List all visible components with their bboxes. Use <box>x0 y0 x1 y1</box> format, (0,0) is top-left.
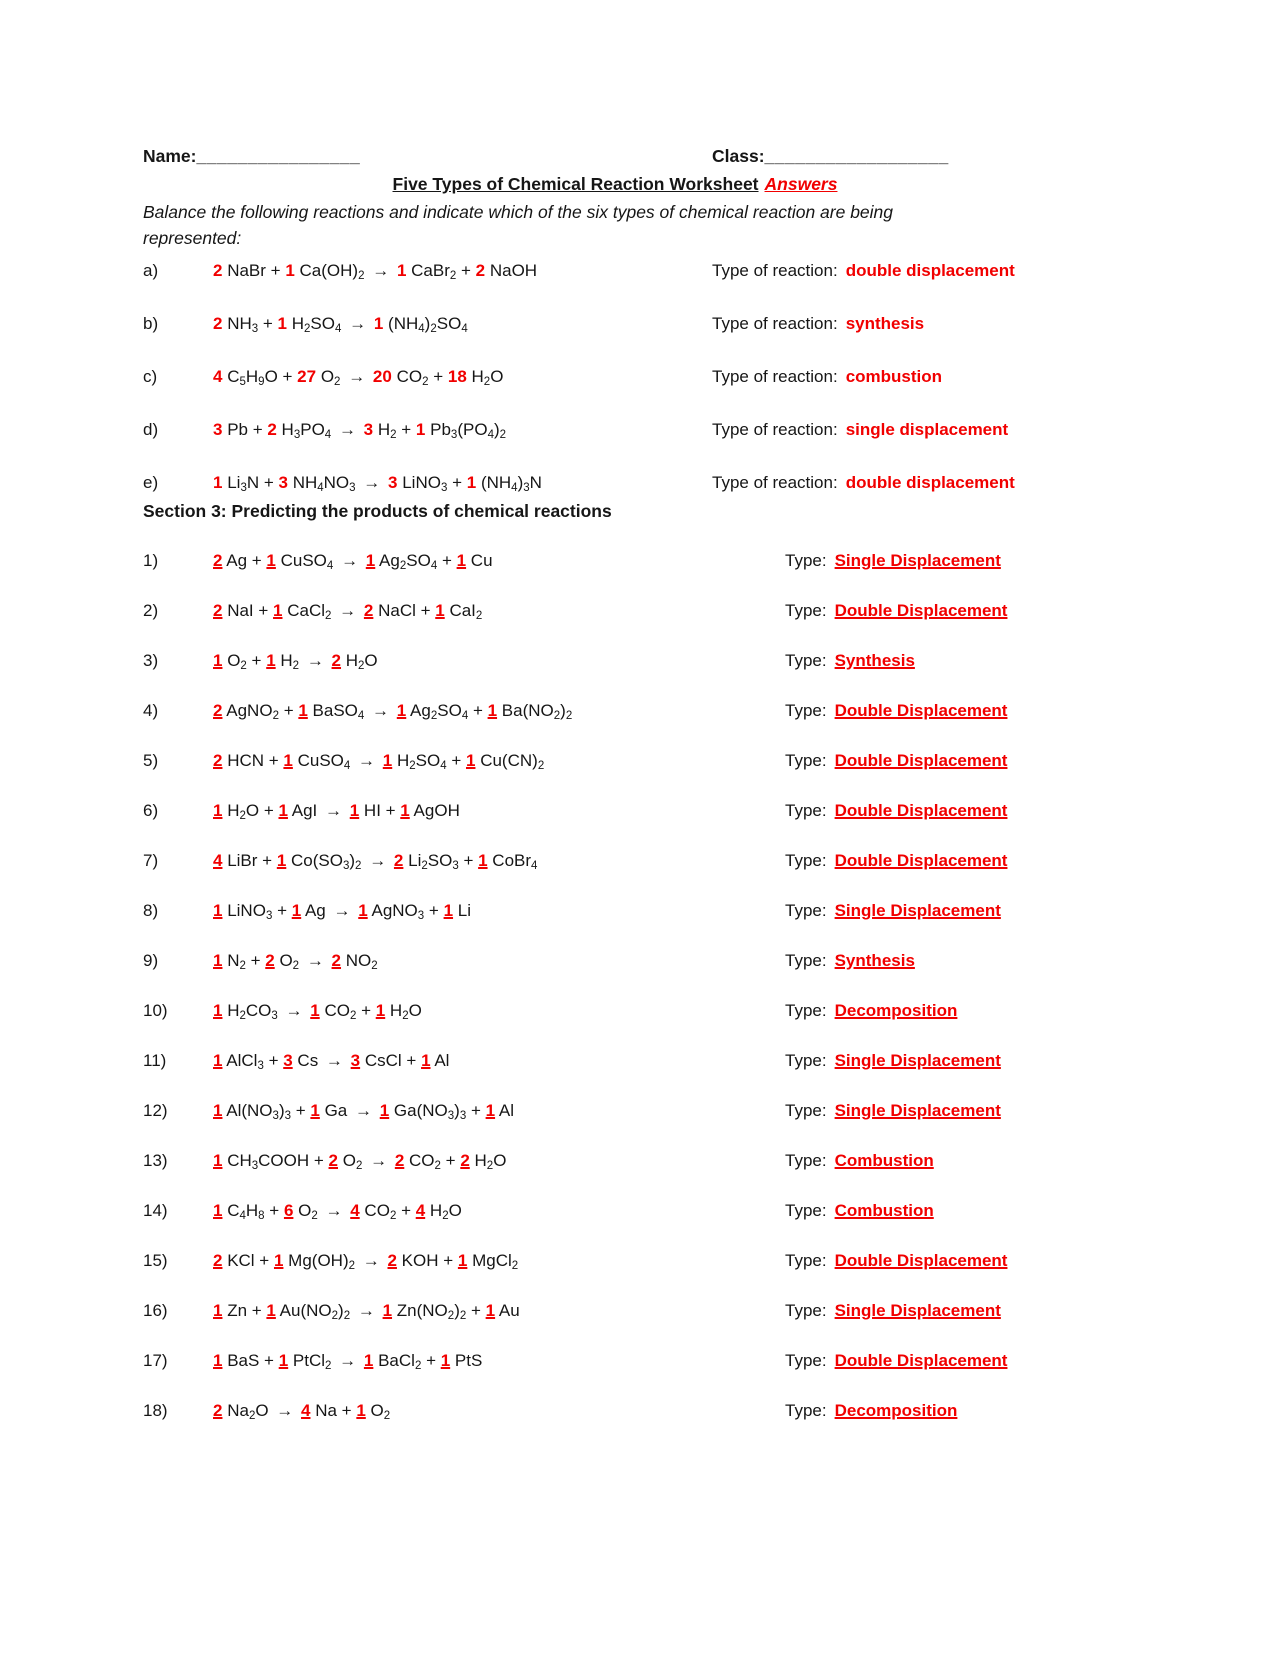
type-cell <box>712 366 1103 387</box>
type-label: Type of reaction: <box>712 314 838 333</box>
reaction-equation: 1 $O_2 + 1$ $H_2 \to 2$ $H_2O$ <box>213 651 378 672</box>
reaction-type-answer: Double Displacement <box>834 1251 1008 1270</box>
reaction-type-answer: Single Displacement <box>834 1051 1001 1070</box>
coefficient: 1 <box>213 1301 223 1320</box>
coefficient: 2 <box>213 1251 223 1270</box>
reaction-equation: 2 $Na_2O \to 4$ Na + 1 $O_2$ <box>213 1401 391 1422</box>
coefficient: 1 <box>435 601 445 620</box>
coefficient: 1 <box>213 1051 223 1070</box>
coefficient: 1 <box>278 801 288 820</box>
coefficient: 1 <box>266 1301 276 1320</box>
type-cell <box>785 1150 1103 1171</box>
reaction-row <box>143 600 1103 621</box>
reaction-equation: 1 BaS + 1 PtCl$_2$ → 1 BaCl$_2$ + 1 PtS <box>213 1351 483 1372</box>
class-label: Class: <box>712 146 765 166</box>
arrow-icon: → <box>276 1401 294 1420</box>
coefficient: 2 <box>267 420 277 439</box>
coefficient: 3 <box>350 1051 361 1070</box>
section1-reaction-list <box>143 260 1103 493</box>
reaction-row <box>143 750 1103 771</box>
item-id: b) <box>143 314 159 333</box>
reaction-equation: 2 AgNO$_2$ + 1 BaSO$_4$ → 1 $Ag_2SO_4 + 1$ $Ba(NO_2)_2$ <box>213 701 573 722</box>
reaction-row <box>143 650 1103 671</box>
coefficient: 1 <box>266 651 276 670</box>
item-id: 7) <box>143 851 159 870</box>
coefficient: 2 <box>213 551 223 570</box>
arrow-icon: → <box>338 420 356 439</box>
type-cell <box>785 1100 1103 1121</box>
type-cell <box>785 550 1103 571</box>
instructions <box>143 199 1103 251</box>
item-id: 17) <box>143 1351 168 1370</box>
reaction-type-answer: Single Displacement <box>834 551 1001 570</box>
arrow-icon: → <box>358 751 376 770</box>
arrow-icon: → <box>325 1201 343 1220</box>
reaction-equation: 1 AlCl$_3$ + 3 Cs → 3 CsCl + 1 Al <box>213 1051 450 1072</box>
arrow-icon: → <box>372 701 390 720</box>
coefficient: 1 <box>365 551 376 570</box>
reaction-type-answer: Synthesis <box>834 651 915 670</box>
coefficient: 2 <box>213 1401 223 1420</box>
coefficient: 2 <box>213 751 223 770</box>
arrow-icon: → <box>333 901 351 920</box>
type-label: Type: <box>785 1401 827 1420</box>
coefficient: 1 <box>283 751 293 770</box>
type-cell <box>785 700 1103 721</box>
reaction-type-answer: Double Displacement <box>834 601 1008 620</box>
coefficient: 1 <box>396 701 407 720</box>
arrow-icon: → <box>372 261 390 280</box>
type-cell <box>785 1000 1103 1021</box>
arrow-icon: → <box>369 851 387 870</box>
reaction-equation: 1 $Al(NO_3)_3 + 1$ Ga → 1 $Ga(NO_3)_3 + 1$ Al <box>213 1101 514 1122</box>
title-text: Five Types of Chemical Reaction Worksheet <box>392 174 759 194</box>
coefficient: 1 <box>379 1101 390 1120</box>
reaction-row <box>143 1050 1103 1071</box>
arrow-icon: → <box>349 314 367 333</box>
coefficient: 3 <box>283 1051 293 1070</box>
item-id: 14) <box>143 1201 168 1220</box>
type-label: Type: <box>785 1151 827 1170</box>
coefficient: 3 <box>278 473 288 492</box>
item-id: 9) <box>143 951 159 970</box>
type-cell <box>785 1400 1103 1421</box>
coefficient: 1 <box>213 1201 223 1220</box>
type-cell <box>785 1300 1103 1321</box>
coefficient: 1 <box>356 1401 366 1420</box>
reaction-row <box>143 260 1103 281</box>
reaction-row <box>143 1100 1103 1121</box>
coefficient: 2 <box>213 314 223 333</box>
item-id: 4) <box>143 701 159 720</box>
item-id: 11) <box>143 1051 167 1070</box>
coefficient: 1 <box>440 1351 451 1370</box>
reaction-type-answer: Single Displacement <box>834 1301 1001 1320</box>
reaction-row <box>143 900 1103 921</box>
page-title <box>143 174 1087 195</box>
reaction-type-answer: Double Displacement <box>834 701 1008 720</box>
type-label: Type: <box>785 1001 827 1020</box>
coefficient: 1 <box>466 473 477 492</box>
instructions-line1: Balance the following reactions and indicate which of the six types of chemical reaction are being <box>143 202 894 222</box>
coefficient: 1 <box>310 1001 320 1020</box>
item-id: 1) <box>143 551 159 570</box>
type-label: Type: <box>785 551 827 570</box>
reaction-type-answer: Decomposition <box>834 1001 958 1020</box>
reaction-row <box>143 472 1103 493</box>
type-cell <box>785 650 1103 671</box>
type-cell <box>712 472 1103 493</box>
type-label: Type: <box>785 951 827 970</box>
coefficient: 2 <box>393 851 404 870</box>
reaction-equation: 3 Pb + 2 $H_3PO_4 \to 3$ $H_2 + 1$ $Pb_3(PO_4)_2$ <box>213 420 507 441</box>
arrow-icon: → <box>357 1301 375 1320</box>
type-label: Type of reaction: <box>712 473 838 492</box>
coefficient: 1 <box>213 1151 223 1170</box>
type-cell <box>712 260 1103 281</box>
name-field <box>143 146 712 167</box>
coefficient: 1 <box>396 261 407 280</box>
reaction-equation: 1 LiNO$_3$ + 1 Ag → 1 AgNO$_3$ + 1 Li <box>213 901 472 922</box>
arrow-icon: → <box>306 951 324 970</box>
name-blank-line: ________________ <box>196 146 361 166</box>
section3-heading: Section 3: Predicting the products of chemical reactions <box>143 501 612 521</box>
arrow-icon: → <box>370 1151 388 1170</box>
arrow-icon: → <box>354 1101 372 1120</box>
coefficient: 2 <box>394 1151 405 1170</box>
reaction-row <box>143 1200 1103 1221</box>
reaction-row <box>143 1150 1103 1171</box>
reaction-equation: 2 KCl + 1 $Mg(OH)_2 \to 2$ KOH + 1 MgCl$_2$ <box>213 1251 519 1272</box>
coefficient: 2 <box>213 701 223 720</box>
coefficient: 1 <box>266 551 276 570</box>
item-id: 12) <box>143 1101 168 1120</box>
reaction-type-answer: double displacement <box>845 473 1015 492</box>
item-id: 5) <box>143 751 159 770</box>
item-id: 16) <box>143 1301 168 1320</box>
reaction-equation: 1 $Li_3N + 3$ $NH_4NO_3 \to 3$ LiNO$_3$ + 1 $(NH_4)_3N$ <box>213 473 542 494</box>
coefficient: 1 <box>285 261 295 280</box>
reaction-row <box>143 800 1103 821</box>
coefficient: 4 <box>301 1401 311 1420</box>
type-cell <box>785 800 1103 821</box>
coefficient: 1 <box>466 751 476 770</box>
coefficient: 1 <box>273 1251 284 1270</box>
reaction-equation: 1 $C_4H_8 + 6$ $O_2 \to 4$ $CO_2 + 4$ $H_2O$ <box>213 1201 462 1222</box>
coefficient: 1 <box>277 314 287 333</box>
coefficient: 2 <box>213 261 223 280</box>
coefficient: 1 <box>278 1351 289 1370</box>
header-row <box>143 146 1103 167</box>
coefficient: 2 <box>363 601 374 620</box>
coefficient: 3 <box>388 473 398 492</box>
reaction-equation: 1 $N_2 + 2$ $O_2 \to 2$ $NO_2$ <box>213 951 378 972</box>
type-cell <box>785 850 1103 871</box>
type-cell <box>712 313 1103 334</box>
coefficient: 1 <box>421 1051 431 1070</box>
section3-reaction-list <box>143 550 1103 1421</box>
reaction-row <box>143 1350 1103 1371</box>
name-label: Name: <box>143 146 197 166</box>
coefficient: 2 <box>387 1251 397 1270</box>
arrow-icon: → <box>324 801 342 820</box>
coefficient: 1 <box>456 551 467 570</box>
reaction-equation: 4 LiBr + 1 $Co(SO_3)_2 \to 2$ $Li_2SO_3 + 1$ CoBr$_4$ <box>213 851 538 872</box>
reaction-equation: 2 NaI + 1 CaCl$_2$ → 2 NaCl + 1 CaI$_2$ <box>213 601 483 622</box>
type-cell <box>785 1350 1103 1371</box>
coefficient: 1 <box>298 701 308 720</box>
coefficient: 1 <box>382 1301 393 1320</box>
coefficient: 1 <box>213 1101 223 1120</box>
coefficient: 1 <box>213 473 223 492</box>
type-label: Type: <box>785 601 827 620</box>
coefficient: 1 <box>213 951 223 970</box>
coefficient: 1 <box>276 851 287 870</box>
coefficient: 1 <box>415 420 426 439</box>
type-label: Type: <box>785 1051 827 1070</box>
arrow-icon: → <box>363 473 381 492</box>
type-cell <box>785 950 1103 971</box>
coefficient: 4 <box>213 367 223 386</box>
coefficient: 27 <box>297 367 317 386</box>
type-label: Type: <box>785 1351 827 1370</box>
type-label: Type: <box>785 1251 827 1270</box>
type-cell <box>785 1050 1103 1071</box>
coefficient: 1 <box>373 314 384 333</box>
reaction-type-answer: Combustion <box>834 1201 934 1220</box>
coefficient: 1 <box>487 701 498 720</box>
type-label: Type: <box>785 1301 827 1320</box>
arrow-icon: → <box>341 551 359 570</box>
reaction-row <box>143 366 1103 387</box>
item-id: 2) <box>143 601 159 620</box>
coefficient: 1 <box>273 601 283 620</box>
coefficient: 3 <box>363 420 374 439</box>
coefficient: 1 <box>358 901 368 920</box>
coefficient: 1 <box>485 1301 496 1320</box>
coefficient: 2 <box>328 1151 338 1170</box>
reaction-row <box>143 850 1103 871</box>
coefficient: 2 <box>331 951 342 970</box>
reaction-type-answer: Double Displacement <box>834 751 1008 770</box>
coefficient: 2 <box>331 651 342 670</box>
type-label: Type: <box>785 1201 827 1220</box>
coefficient: 1 <box>457 1251 468 1270</box>
type-cell <box>712 419 1103 440</box>
reaction-type-answer: Single Displacement <box>834 901 1001 920</box>
reaction-type-answer: single displacement <box>845 420 1009 439</box>
reaction-row <box>143 1300 1103 1321</box>
reaction-equation: 4 $C_5H_9O + 27$ $O_2 \to 20$ $CO_2 + 18$ $H_2O$ <box>213 367 504 388</box>
reaction-equation: 2 NaBr + 1 $Ca(OH)_2 \to 1$ CaBr$_2$ + 2 NaOH <box>213 261 538 282</box>
coefficient: 4 <box>415 1201 426 1220</box>
item-id: 3) <box>143 651 159 670</box>
title-answers-text: Answers <box>764 174 838 194</box>
coefficient: 1 <box>363 1351 374 1370</box>
coefficient: 1 <box>291 901 302 920</box>
reaction-type-answer: Combustion <box>834 1151 934 1170</box>
item-id: a) <box>143 261 159 280</box>
item-id: e) <box>143 473 159 492</box>
reaction-equation: 1 $H_2CO_3 \to 1$ $CO_2 + 1$ $H_2O$ <box>213 1001 422 1022</box>
item-id: 6) <box>143 801 159 820</box>
coefficient: 18 <box>447 367 467 386</box>
coefficient: 1 <box>375 1001 386 1020</box>
coefficient: 1 <box>213 1351 223 1370</box>
coefficient: 4 <box>350 1201 360 1220</box>
coefficient: 1 <box>349 801 360 820</box>
coefficient: 1 <box>213 901 223 920</box>
arrow-icon: → <box>348 367 366 386</box>
coefficient: 1 <box>443 901 454 920</box>
reaction-type-answer: combustion <box>845 367 943 386</box>
reaction-type-answer: Double Displacement <box>834 851 1008 870</box>
reaction-row <box>143 1400 1103 1421</box>
instructions-line2: represented: <box>143 228 242 248</box>
coefficient: 6 <box>283 1201 294 1220</box>
class-field <box>712 146 949 167</box>
class-blank-line: __________________ <box>764 146 949 166</box>
coefficient: 1 <box>213 1001 223 1020</box>
item-id: 8) <box>143 901 159 920</box>
coefficient: 1 <box>213 651 223 670</box>
type-label: Type of reaction: <box>712 367 838 386</box>
type-label: Type: <box>785 751 827 770</box>
reaction-row <box>143 550 1103 571</box>
item-id: d) <box>143 420 159 439</box>
reaction-row <box>143 313 1103 334</box>
item-id: 10) <box>143 1001 168 1020</box>
reaction-type-answer: Double Displacement <box>834 801 1008 820</box>
arrow-icon: → <box>339 1351 357 1370</box>
type-label: Type of reaction: <box>712 261 838 280</box>
type-label: Type: <box>785 651 827 670</box>
item-id: 18) <box>143 1401 168 1420</box>
reaction-row <box>143 419 1103 440</box>
coefficient: 20 <box>372 367 392 386</box>
coefficient: 2 <box>265 951 275 970</box>
arrow-icon: → <box>362 1251 380 1270</box>
type-cell <box>785 750 1103 771</box>
coefficient: 1 <box>382 751 393 770</box>
coefficient: 2 <box>460 1151 470 1170</box>
reaction-type-answer: Synthesis <box>834 951 915 970</box>
reaction-type-answer: synthesis <box>845 314 925 333</box>
coefficient: 1 <box>310 1101 320 1120</box>
reaction-row <box>143 950 1103 971</box>
arrow-icon: → <box>285 1001 303 1020</box>
type-cell <box>785 1200 1103 1221</box>
type-cell <box>785 900 1103 921</box>
type-label: Type: <box>785 901 827 920</box>
reaction-equation: 2 $NH_3 + 1$ $H_2SO_4 \to 1$ $(NH_4)_2SO_4$ <box>213 314 468 335</box>
type-cell <box>785 600 1103 621</box>
type-cell <box>785 1250 1103 1271</box>
coefficient: 4 <box>213 851 223 870</box>
type-label: Type: <box>785 801 827 820</box>
reaction-type-answer: double displacement <box>845 261 1015 280</box>
reaction-type-answer: Single Displacement <box>834 1101 1001 1120</box>
reaction-equation: 1 Zn + 1 $Au(NO_2)_2 \to 1$ $Zn(NO_2)_2 + 1$ Au <box>213 1301 520 1322</box>
coefficient: 3 <box>213 420 223 439</box>
reaction-row <box>143 700 1103 721</box>
coefficient: 2 <box>475 261 486 280</box>
reaction-type-answer: Double Displacement <box>834 1351 1008 1370</box>
arrow-icon: → <box>339 601 357 620</box>
reaction-equation: 2 HCN + 1 CuSO$_4$ → 1 $H_2SO_4 + 1$ $Cu(CN)_2$ <box>213 751 545 772</box>
item-id: 13) <box>143 1151 168 1170</box>
arrow-icon: → <box>325 1051 343 1070</box>
coefficient: 1 <box>485 1101 496 1120</box>
reaction-equation: 2 Ag + 1 CuSO$_4$ → 1 $Ag_2SO_4 + 1$ Cu <box>213 551 493 572</box>
arrow-icon: → <box>306 651 324 670</box>
coefficient: 2 <box>213 601 223 620</box>
type-label: Type: <box>785 851 827 870</box>
reaction-equation: 1 $H_2O + 1$ AgI → 1 HI + 1 AgOH <box>213 801 460 822</box>
type-label: Type: <box>785 701 827 720</box>
item-id: c) <box>143 367 158 386</box>
coefficient: 1 <box>213 801 223 820</box>
coefficient: 1 <box>478 851 488 870</box>
item-id: 15) <box>143 1251 168 1270</box>
reaction-type-answer: Decomposition <box>834 1401 958 1420</box>
worksheet-page <box>143 146 1103 1450</box>
reaction-row <box>143 1000 1103 1021</box>
reaction-row <box>143 1250 1103 1271</box>
type-label: Type of reaction: <box>712 420 838 439</box>
reaction-equation: 1 $CH_3COOH + 2$ $O_2 \to 2$ $CO_2 + 2$ $H_2O$ <box>213 1151 507 1172</box>
type-label: Type: <box>785 1101 827 1120</box>
coefficient: 1 <box>400 801 410 820</box>
